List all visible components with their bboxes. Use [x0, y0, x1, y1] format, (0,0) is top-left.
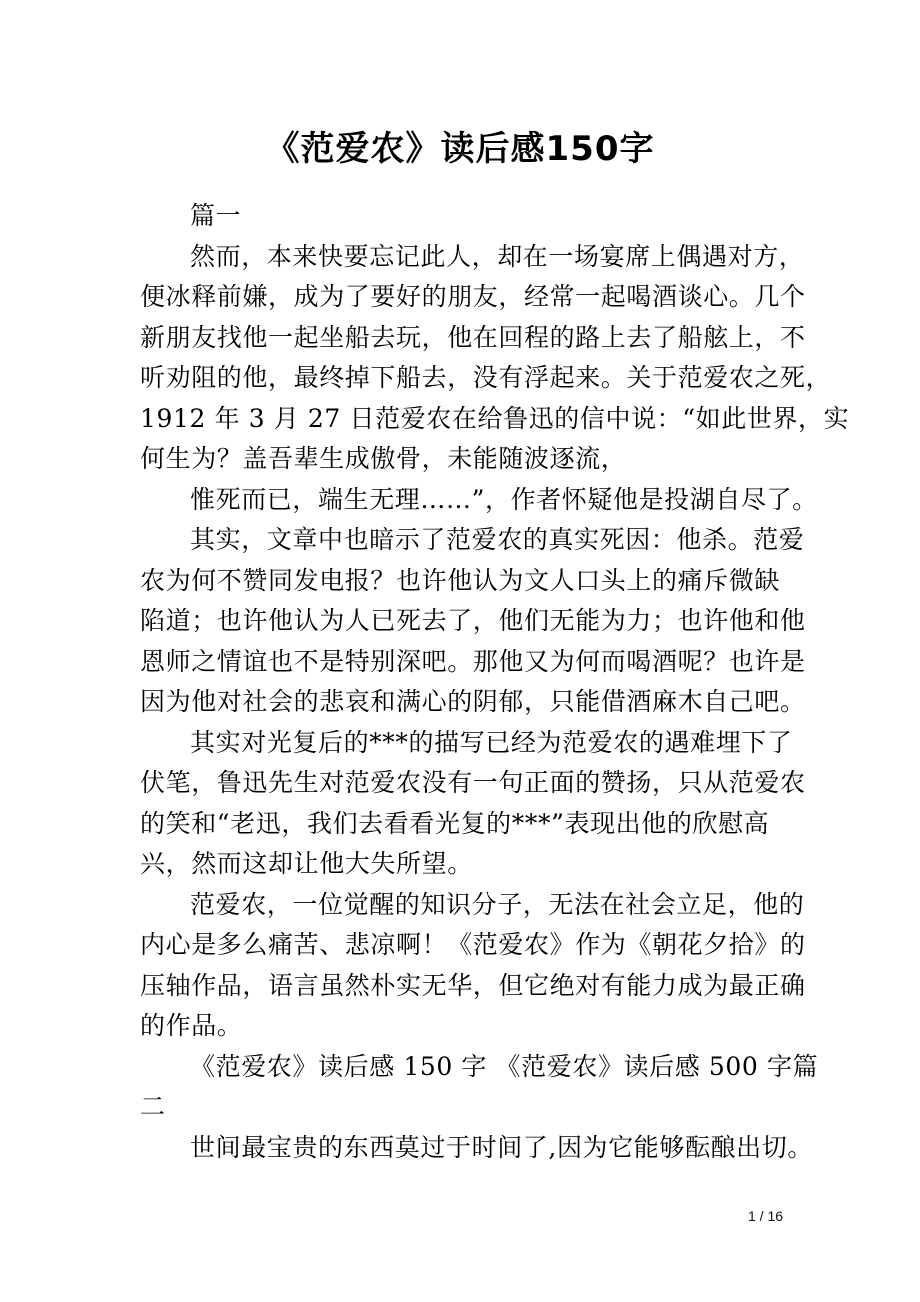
text-line: 兴，然而这却让他大失所望。 [140, 849, 473, 878]
text-line: 陷道；也许他认为人已死去了，他们无能为力；也许他和他 [140, 606, 806, 635]
text-line: 的作品。 [140, 1011, 243, 1040]
text-line: 伏笔，鲁迅先生对范爱农没有一句正面的赞扬，只从范爱农 [140, 768, 806, 797]
text-line: 世间最宝贵的东西莫过于时间了,因为它能够酝酿出切。 [190, 1132, 813, 1162]
text-line: 1912 年 3 月 27 日范爱农在给鲁迅的信中说：“如此世界，实 [140, 403, 850, 433]
text-line: 然而，本来快要忘记此人，却在一场宴席上偶遇对方， [190, 241, 805, 271]
text-line: 压轴作品，语言虽然朴实无华，但它绝对有能力成为最正确 [140, 970, 806, 1000]
text-line: 的笑和“老迅，我们去看看光复的***”表现出他的欣慰高 [140, 808, 770, 838]
text-line: 《范爱农》读后感 150 字 《范爱农》读后感 500 字篇 [190, 1051, 819, 1081]
document-title: 《范爱农》读后感150字 [265, 129, 655, 169]
text-line: 便冰释前嫌，成为了要好的朋友，经常一起喝酒谈心。几个 [140, 282, 806, 311]
text-line: 二 [140, 1092, 166, 1121]
text-line: 篇一 [190, 201, 242, 230]
text-line: 其实，文章中也暗示了范爱农的真实死因：他杀。范爱 [190, 525, 805, 554]
page-number: 1 / 16 [748, 1208, 784, 1224]
text-line: 新朋友找他一起坐船去玩，他在回程的路上去了船舷上，不 [140, 322, 806, 352]
text-line: 何生为？盖吾辈生成傲骨，未能随波逐流， [140, 444, 627, 473]
document-body [140, 196, 850, 1168]
text-line: 其实对光复后的***的描写已经为范爱农的遇难埋下了 [190, 727, 793, 757]
text-line: 因为他对社会的悲哀和满心的阴郁，只能借酒麻木自己吧。 [140, 687, 806, 716]
text-line: 恩师之情谊也不是特别深吧。那他又为何而喝酒呢？也许是 [140, 646, 806, 676]
text-line: 内心是多么痛苦、悲凉啊！《范爱农》作为《朝花夕拾》的 [140, 930, 806, 959]
text-line: 惟死而已，端生无理……”，作者怀疑他是投湖自尽了。 [190, 484, 818, 514]
text-line: 范爱农，一位觉醒的知识分子，无法在社会立足，他的 [190, 889, 805, 919]
text-line: 听劝阻的他，最终掉下船去，没有浮起来。关于范爱农之死， [140, 363, 832, 392]
text-line: 农为何不赞同发电报？也许他认为文人口头上的痛斥微缺 [140, 565, 781, 595]
